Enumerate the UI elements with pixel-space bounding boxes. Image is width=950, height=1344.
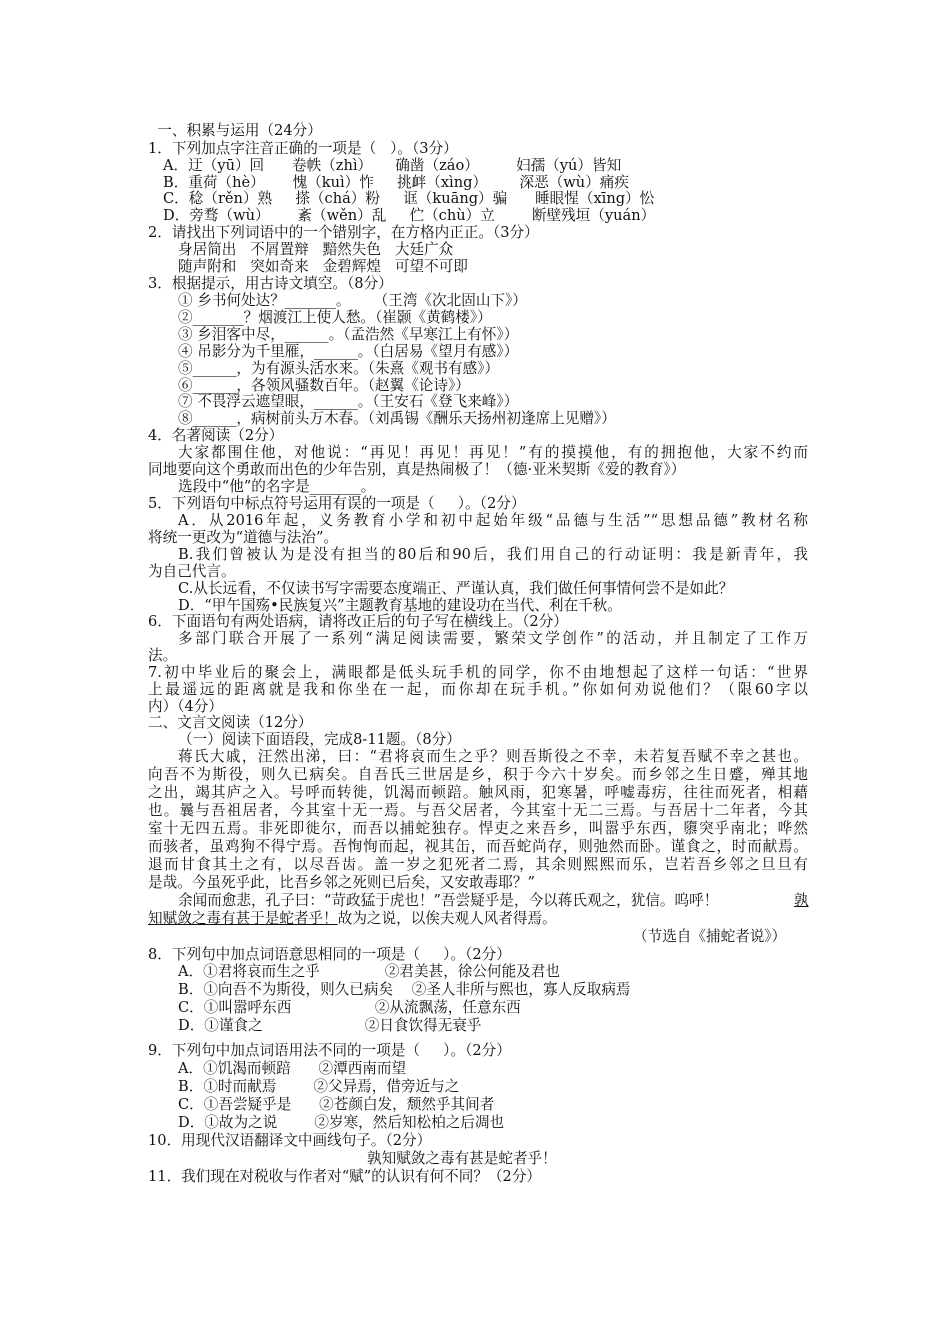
option-a: A．①君将哀而生之乎 ②君美甚，徐公何能及君也 xyxy=(178,963,560,980)
classical-passage-line: 蒋氏大戚，汪然出涕，曰：“君将哀而生之乎？则吾斯役之不幸，未若复吾赋不幸之甚也。 xyxy=(178,748,808,765)
question-6: 6．下面语句有两处语病，请将改正后的句子写在横线上。（2分） xyxy=(148,613,568,630)
classical-passage-line: 知赋敛之毒有甚于是蛇者乎！故为之说，以俟夫观人风者得焉。 xyxy=(148,910,557,927)
question-2: 2．请找出下列词语中的一个错别字，在方格内正正。（3分） xyxy=(148,224,539,241)
poem-blank-6: ⑥______，各领风骚数百年。（赵翼《论诗》） xyxy=(178,377,470,394)
option-b-cont: 为自己代言。 xyxy=(148,563,236,580)
poem-blank-3: ③ 乡泪客中尽，______。（孟浩然《早寒江上有怀》） xyxy=(178,326,519,343)
classical-passage-line: 余闻而愈悲，孔子曰：“苛政猛于虎也！”吾尝疑乎是，今以蒋氏观之，犹信。呜呼！ xyxy=(178,892,719,909)
word-row-1: 身居简出 不屑置辩 黯然失色 大廷广众 xyxy=(178,241,454,258)
option-b: B.我们曾被认为是没有担当的80后和90后，我们用自己的行动证明：我是新青年，我 xyxy=(178,546,808,563)
question-7-cont: 上最遥远的距离就是我和你坐在一起，而你却在玩手机。”你如何劝说他们？（限60字以 xyxy=(148,681,808,698)
classical-passage-line: 也。曩与吾祖居者，今其室十无一焉。与吾父居者，今其室十无二三焉。与吾居十二年者，今其 xyxy=(148,802,808,819)
poem-blank-4: ④ 吊影分为千里雁，______。（白居易《望月有感》） xyxy=(178,343,519,360)
question-6-sentence: 多部门联合开展了一系列“满足阅读需要，繁荣文学创作”的活动，并且制定了工作万 xyxy=(178,630,808,647)
option-d: D．①谨食之 ②日食饮得无衰乎 xyxy=(178,1017,482,1034)
question-10: 10．用现代汉语翻译文中画线句子。（2分） xyxy=(148,1132,432,1149)
poem-blank-8: ⑧______，病树前头万木春。（刘禹锡《酬乐天扬州初逢席上见赠》） xyxy=(178,410,616,427)
classical-passage-line: 向吾不为斯役，则久已病矣。自吾氏三世居是乡，积于今六十岁矣。而乡邻之生日蹙，殚其地 xyxy=(148,766,808,783)
section-heading-2: 二、文言文阅读（12分） xyxy=(148,714,313,731)
question-3: 3．根据提示，用古诗文填空。（8分） xyxy=(148,275,393,292)
option-c: C.从长远看，不仅读书写字需要态度端正、严谨认真，我们做任何事情何尝不是如此？ xyxy=(178,580,734,597)
reading-passage-line: 同地要向这个勇敢而出色的少年告别，真是热闹极了！（德·亚米契斯《爱的教育》） xyxy=(148,461,686,478)
poem-blank-5: ⑤______，为有源头活水来。（朱熹《观书有感》） xyxy=(178,360,500,377)
underlined-sentence: 知赋敛之毒有甚于是蛇者乎！ xyxy=(148,910,338,927)
poem-blank-2: ②_______？烟渡江上使人愁。（崔颢《黄鹤楼》） xyxy=(178,309,492,326)
option-d: D．①故为之说 ②岁寒，然后知松柏之后凋也 xyxy=(178,1114,505,1131)
option-c: C．①叫嚣呼东西 ②从流飘荡，任意东西 xyxy=(178,999,521,1016)
option-d: D．旁骛（wù） 紊（wěn）乱 伫（chù）立 断壁残垣（yuán） xyxy=(163,207,656,224)
classical-passage-line: 室十无四五焉。非死即徙尔，而吾以捕蛇独存。悍吏之来吾乡，叫嚣乎东西，隳突乎南北；哗然 xyxy=(148,820,808,837)
classical-passage-line: 退而甘食其土之有，以尽吾齿。盖一岁之犯死者二焉，其余则熙熙而乐，岂若吾乡邻之旦旦有 xyxy=(148,856,808,873)
section-heading-1: 一、积累与运用（24分） xyxy=(148,122,322,139)
underlined-sentence-start: 孰 xyxy=(794,892,809,909)
question-10-sentence: 孰知赋敛之毒有甚是蛇者乎！ xyxy=(367,1150,557,1167)
word-row-2: 随声附和 突如奇来 金碧辉煌 可望不可即 xyxy=(178,258,468,275)
question-7: 7.初中毕业后的聚会上，满眼都是低头玩手机的同学，你不由地想起了这样一句话：“世界 xyxy=(148,664,808,681)
classical-passage-line: 是哉。今虽死乎此，比吾乡邻之死则已后矣，又安敢毒耶？” xyxy=(148,874,535,891)
question-9: 9．下列句中加点词语用法不同的一项是（ ）。（2分） xyxy=(148,1042,511,1059)
option-c: C．①吾尝疑乎是 ②苍颜白发，颓然乎其间者 xyxy=(178,1096,495,1113)
question-6-sentence-cont: 法。 xyxy=(148,647,178,664)
question-4: 4．名著阅读（2分） xyxy=(148,427,284,444)
question-5: 5．下列语句中标点符号运用有误的一项是（ ）。（2分） xyxy=(148,495,526,512)
question-11: 11．我们现在对税收与作者对“赋”的认识有何不同？（2分） xyxy=(148,1168,542,1185)
source-citation: （节选自《捕蛇者说》） xyxy=(633,928,787,945)
option-c: C．稔（rěn）熟 搽（chá）粉 诓（kuāng）骗 睡眼惺（xīng）忪 xyxy=(163,190,655,207)
option-a: A．①饥渴而顿踣 ②潭西南而望 xyxy=(178,1060,407,1077)
option-b: B．重荷（hè） 愧（kuì）怍 挑衅（xìng） 深恶（wù）痛疾 xyxy=(163,174,629,191)
option-b: B．①时而献焉 ②父异焉，借旁近与之 xyxy=(178,1078,460,1095)
option-d: D．“甲午国殇•民族复兴”主题教育基地的建设功在当代、利在千秋。 xyxy=(178,597,622,614)
poem-blank-7: ⑦ 不畏浮云遮望眼，______。（王安石《登飞来峰》） xyxy=(178,393,519,410)
classical-passage-line: 之出，竭其庐之入。号呼而转徙，饥渴而顿踣。触风雨，犯寒暑，呼嘘毒疠，往往而死者，相藉 xyxy=(148,784,808,801)
option-a: A．从2016年起，义务教育小学和初中起始年级“品德与生活”“思想品德”教材名称 xyxy=(178,512,808,529)
option-a: A．迂（yū）回 卷帙（zhì） 确凿（záo） 妇孺（yú）皆知 xyxy=(163,157,622,174)
option-a-cont: 将统一更改为“道德与法治”。 xyxy=(148,529,339,546)
option-b: B．①向吾不为斯役，则久已病矣 ②圣人非所与熙也，寡人反取病焉 xyxy=(178,981,631,998)
question-7-cont: 内）（4分） xyxy=(148,698,223,715)
reading-passage-line: 大家都围住他，对他说：“再见！再见！再见！”有的摸摸他，有的拥抱他，大家不约而 xyxy=(178,444,808,461)
classical-passage-line: 而骇者，虽鸡狗不得宁焉。吾恂恂而起，视其缶，而吾蛇尚存，则弛然而卧。谨食之，时而献焉。 xyxy=(148,838,808,855)
question-1: 1．下列加点字注音正确的一项是（ ）。（3分） xyxy=(148,140,458,157)
subsection-heading: （一）阅读下面语段，完成8-11题。（8分） xyxy=(178,731,461,748)
poem-blank-1: ① 乡书何处达？_______。 （王湾《次北固山下》） xyxy=(178,292,527,309)
question-4-prompt: 选段中“他”的名字是_______。 xyxy=(178,478,376,495)
question-8: 8．下列句中加点词语意思相同的一项是（ ）。（2分） xyxy=(148,946,511,963)
